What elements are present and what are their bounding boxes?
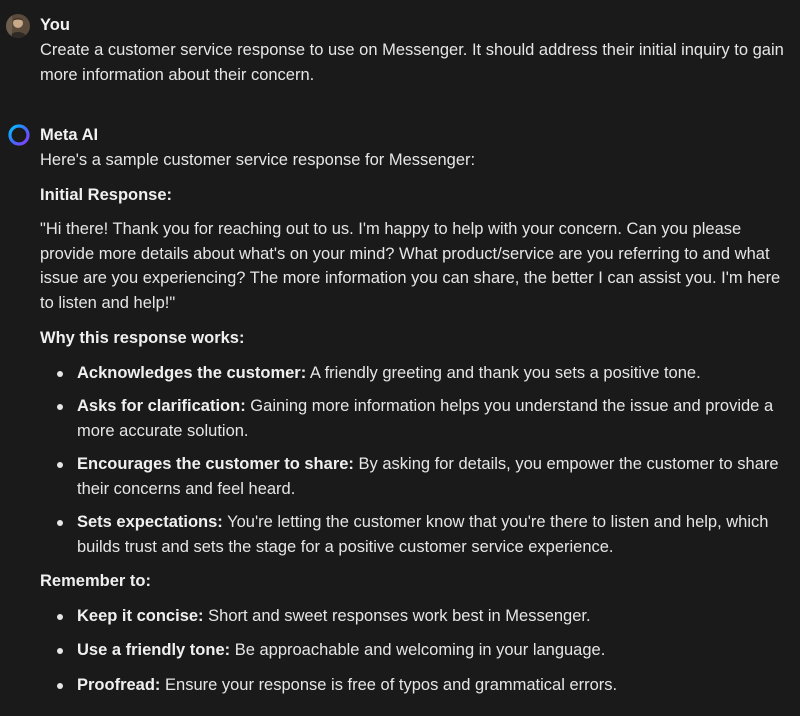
ai-sender-name: Meta AI: [40, 126, 99, 144]
list-item: [40, 361, 786, 386]
sample-response-quote: "Hi there! Thank you for reaching out to us. I'm happy to help with your concern. Can you please provide more details about what's on your mind? What product/service are you referring to and what issue are you experiencing? The more information you can share, the better I can assist you. I'm here to listen and help!": [40, 220, 781, 312]
meta-ai-ring-icon[interactable]: [7, 123, 31, 147]
remember-heading: Remember to:: [40, 572, 151, 590]
list-item-title: Use a friendly tone:: [77, 641, 231, 659]
list-item-title: Sets expectations:: [77, 513, 223, 531]
list-item-text: Be approachable and welcoming in your language.: [230, 641, 606, 659]
initial-response-heading: Initial Response:: [40, 185, 173, 204]
list-item-text: Gaining more information helps you understand the issue and provide a more accurate solution.: [77, 397, 774, 440]
user-sender-name: You: [40, 16, 70, 34]
list-item-text: You're letting the customer know that you're there to listen and help, which builds trust and sets the stage for a positive customer service experience.: [77, 513, 769, 556]
remember-list: [40, 604, 786, 698]
list-item-title: Proofread:: [77, 675, 161, 694]
why-heading: Why this response works:: [40, 329, 245, 347]
list-item: [40, 673, 786, 698]
list-item: [40, 638, 786, 663]
user-message-text: Create a customer service response to use on Messenger. It should address their initial inquiry to gain more information about their concern.: [40, 41, 784, 84]
list-item-text: By asking for details, you empower the customer to share their concerns and feel heard.: [77, 455, 779, 498]
list-item-text: Short and sweet responses work best in Messenger.: [203, 606, 591, 625]
ai-intro-text: Here's a sample customer service response for Messenger:: [40, 151, 476, 169]
list-item-text: Ensure your response is free of typos and grammatical errors.: [160, 675, 618, 694]
list-item-title: Asks for clarification:: [77, 397, 246, 415]
list-item: [40, 452, 786, 501]
list-item: [40, 394, 786, 443]
why-list: [40, 361, 786, 560]
list-item-title: Encourages the customer to share:: [77, 455, 354, 473]
list-item: [40, 604, 786, 629]
user-avatar-icon[interactable]: [6, 14, 30, 38]
list-item-title: Acknowledges the customer:: [77, 363, 307, 382]
list-item-text: A friendly greeting and thank you sets a positive tone.: [306, 363, 701, 382]
list-item: [40, 510, 786, 559]
list-item-title: Keep it concise:: [77, 606, 204, 625]
